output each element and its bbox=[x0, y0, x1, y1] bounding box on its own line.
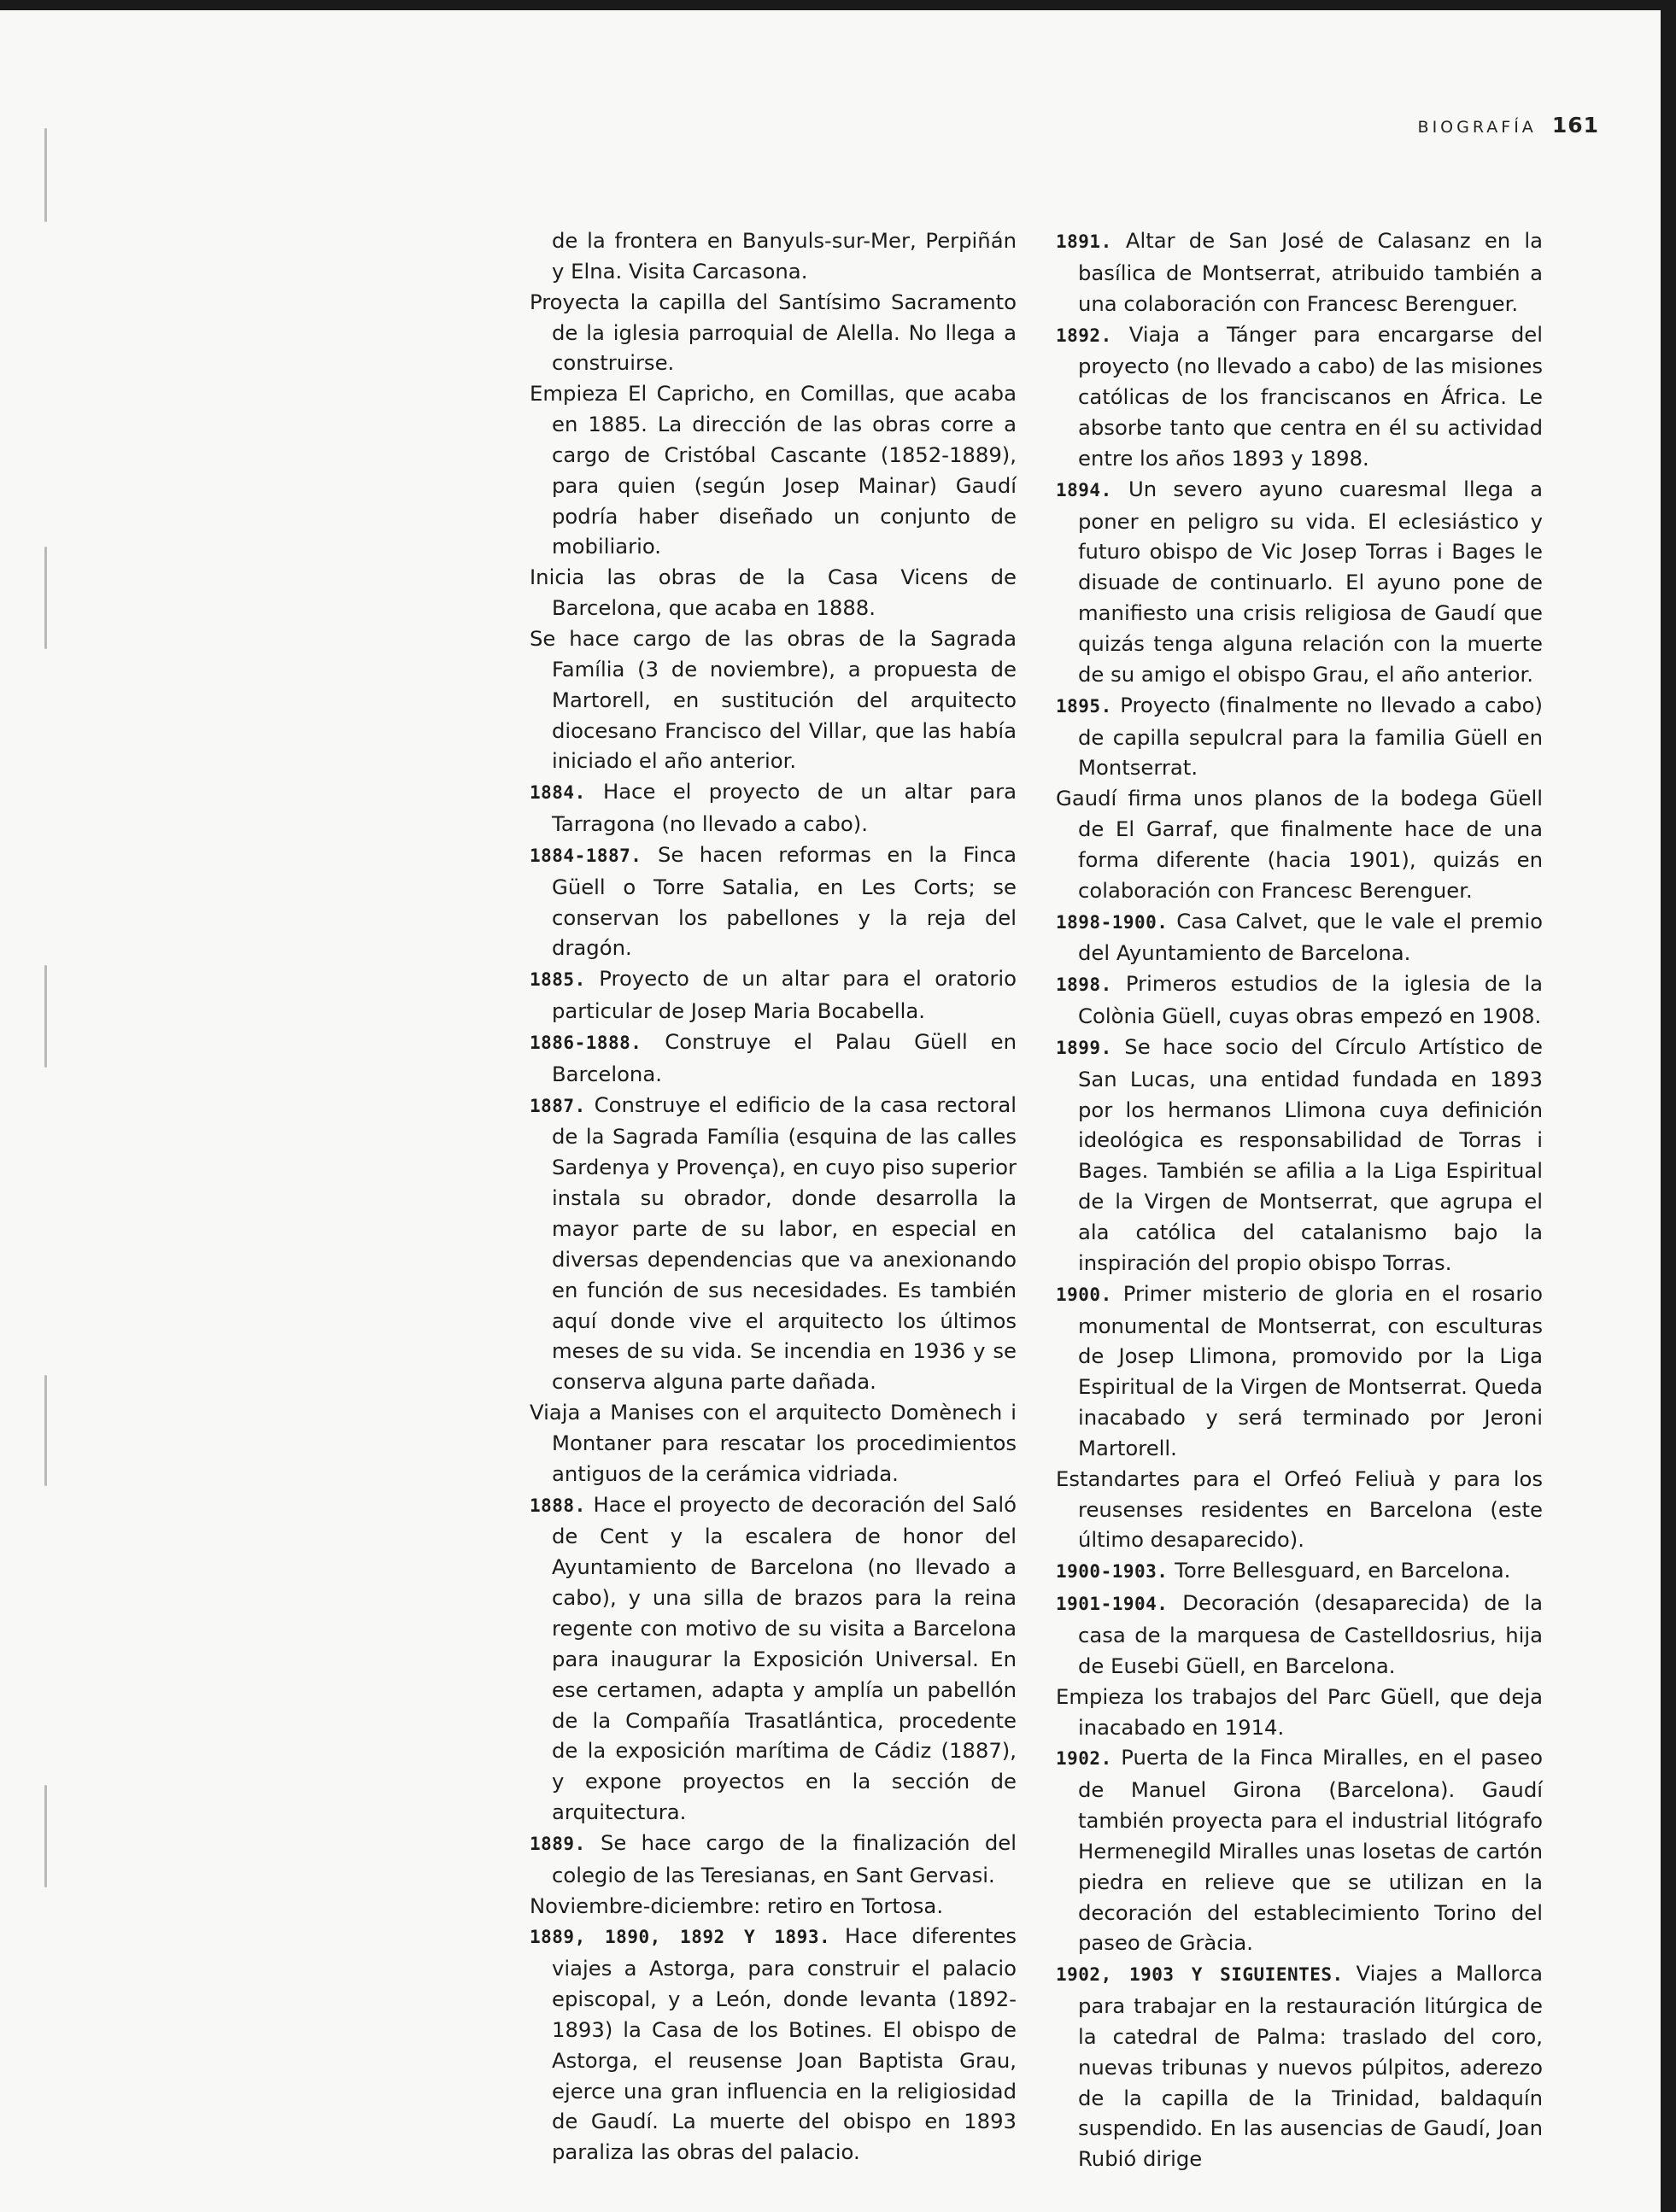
entry-text: Primer misterio de gloria en el rosario monumental de Montserrat, con esculturas de Josep Llimona, promovido por la Liga Espiritual de la Virgen de Montserrat. Queda inacabado y será terminado por Jeroni Martorell. bbox=[1078, 1280, 1543, 1460]
entry-text: Altar de San José de Calasanz en la basílica de Montserrat, atribuido también a una colaboración con Francesc Berenguer. bbox=[1078, 228, 1543, 316]
chronology-entry bbox=[1056, 474, 1543, 690]
chronology-entry bbox=[530, 1090, 1017, 1397]
entry-year: 1898. bbox=[1056, 974, 1112, 996]
binding-mark bbox=[44, 1375, 47, 1486]
chronology-entry bbox=[530, 378, 1017, 562]
binding-mark bbox=[44, 128, 47, 222]
scan-top-border bbox=[0, 0, 1676, 10]
chronology-entry bbox=[530, 1489, 1017, 1828]
chronology-entry bbox=[1056, 1279, 1543, 1464]
chronology-entry bbox=[1056, 1464, 1543, 1556]
entry-text: Empieza los trabajos del Parc Güell, que deja inacabado en 1914. bbox=[1056, 1683, 1543, 1740]
entry-year: 1888. bbox=[530, 1495, 586, 1516]
chronology-entry bbox=[1056, 968, 1543, 1032]
chronology-entry bbox=[1056, 1555, 1543, 1588]
entry-text: Proyecta la capilla del Santísimo Sacramento de la iglesia parroquial de Alella. No llega a construirse. bbox=[530, 289, 1017, 376]
entry-text: Viajes a Mallorca para trabajar en la restauración litúrgica de la catedral de Palma: traslado del coro, nuevas tribunas y nuevos púlpitos, aderezo de la capilla de la Trinidad, baldaquín suspendido. En las ausencias de Gaudí, Joan Rubió dirige bbox=[1078, 1961, 1544, 2172]
chronology-entry bbox=[530, 1921, 1017, 2168]
entry-year: 1887. bbox=[530, 1095, 586, 1116]
chronology-entry bbox=[530, 1891, 1017, 1922]
entry-text: Hace el proyecto de decoración del Saló de Cent y la escalera de honor del Ayuntamiento de Barcelona (no llevado a cabo), y una silla de brazos para la reina regente con motivo de su visita a Barcelona para inaugurar la Exposición Universal. En ese certamen, adapta y amplía un pabellón de la Compañía Trasatlántica, procedente de la exposición marítima de Cádiz (1887), y expone proyectos en la sección de arquitectura. bbox=[552, 1491, 1017, 1825]
chronology-entry bbox=[1056, 1958, 1543, 2174]
entry-year: 1884-1887. bbox=[530, 845, 642, 866]
chronology-entry bbox=[530, 1397, 1017, 1489]
entry-text: Noviembre-diciembre: retiro en Tortosa. bbox=[530, 1893, 944, 1918]
entry-year: 1901-1904. bbox=[1056, 1594, 1169, 1615]
entry-year: 1899. bbox=[1056, 1037, 1112, 1058]
entry-text: Hace diferentes viajes a Astorga, para construir el palacio episcopal, y a León, donde levanta (1892-1893) la Casa de los Botines. El obispo de Astorga, el reusense Joan Baptista Grau, ejerce una gran influencia en la religiosidad de Gaudí. La muerte del obispo en 1893 paraliza las obras del palacio. bbox=[552, 1923, 1017, 2165]
entry-year: 1900. bbox=[1056, 1284, 1112, 1305]
entry-year: 1902. bbox=[1056, 1748, 1112, 1770]
chronology-entry bbox=[1056, 1032, 1543, 1279]
entry-year: 1892. bbox=[1056, 325, 1112, 346]
chronology-entry bbox=[530, 562, 1017, 623]
entry-year: 1886-1888. bbox=[530, 1032, 642, 1053]
entry-text: Proyecto de un altar para el oratorio particular de Josep Maria Bocabella. bbox=[552, 966, 1017, 1024]
entry-text: Gaudí firma unos planos de la bodega Güell de El Garraf, que finalmente hace de una forma diferente (hacia 1901), quizás en colaboración con Francesc Berenguer. bbox=[1056, 786, 1543, 903]
binding-mark bbox=[44, 547, 47, 649]
entry-year: 1889. bbox=[530, 1833, 586, 1854]
entry-text: de la frontera en Banyuls-sur-Mer, Perpiñán y Elna. Visita Carcasona. bbox=[552, 228, 1017, 284]
chronology-entry bbox=[530, 225, 1017, 287]
entry-text: Un severo ayuno cuaresmal llega a poner en peligro su vida. El eclesiástico y futuro obispo de Vic Josep Torras i Bages le disuade de continuarlo. El ayuno pone de manifiesto una crisis religiosa de Gaudí que quizás tenga alguna relación con la muerte de su amigo el obispo Grau, el año anterior. bbox=[1078, 476, 1543, 687]
section-title: BIOGRAFÍA bbox=[1417, 118, 1537, 137]
chronology-entry bbox=[530, 840, 1017, 963]
chronology-entry bbox=[1056, 1588, 1543, 1682]
entry-text: Proyecto (finalmente no llevado a cabo) de capilla sepulcral para la familia Güell en Montserrat. bbox=[1078, 692, 1543, 781]
chronology-entry bbox=[1056, 690, 1543, 784]
chronology-entry bbox=[530, 1828, 1017, 1891]
chronology-entry bbox=[1056, 319, 1543, 474]
entry-text: Se hacen reformas en la Finca Güell o Torre Satalia, en Les Corts; se conservan los pabellones y la reja del dragón. bbox=[552, 841, 1017, 961]
chronology-entry bbox=[530, 287, 1017, 379]
chronology-entry bbox=[1056, 1742, 1543, 1958]
entry-text: Inicia las obras de la Casa Vicens de Barcelona, que acaba en 1888. bbox=[530, 565, 1017, 621]
entry-year: 1900-1903. bbox=[1056, 1561, 1169, 1583]
entry-year: 1902, 1903 Y SIGUIENTES. bbox=[1056, 1964, 1344, 1986]
entry-year: 1895. bbox=[1056, 695, 1112, 717]
entry-text: Se hace cargo de la finalización del colegio de las Teresianas, en Sant Gervasi. bbox=[552, 1829, 1017, 1887]
entry-text: Hace el proyecto de un altar para Tarragona (no llevado a cabo). bbox=[552, 779, 1017, 837]
entry-text: Se hace socio del Círculo Artístico de San Lucas, una entidad fundada en 1893 por los hermanos Llimona cuya definición ideológica es responsabilidad de Torras i Bages. También se afilia a la Liga Espiritual de la Virgen de Montserrat, que agrupa el ala católica del catalanismo bajo la inspiración del propio obispo Torras. bbox=[1078, 1033, 1544, 1275]
entry-year: 1885. bbox=[530, 969, 586, 991]
entry-text: Puerta de la Finca Miralles, en el paseo de Manuel Girona (Barcelona). Gaudí también proyecta para el industrial litógrafo Hermenegild Miralles unas losetas de cartón piedra en relieve que se utilizan en la decoración del establecimiento Torino del paseo de Gràcia. bbox=[1078, 1745, 1543, 1956]
entry-text: Construye el Palau Güell en Barcelona. bbox=[552, 1028, 1017, 1086]
entry-text: Se hace cargo de las obras de la Sagrada Família (3 de noviembre), a propuesta de Martorell, en sustitución del arquitecto diocesano Francisco del Villar, que las había iniciado el año anterior. bbox=[530, 625, 1017, 774]
chronology-entry bbox=[530, 776, 1017, 840]
entry-text: Estandartes para el Orfeó Feliuà y para los reusenses residentes en Barcelona (este último desaparecido). bbox=[1056, 1466, 1543, 1553]
entry-text: Decoración (desaparecida) de la casa de la marquesa de Castelldosrius, hija de Eusebi Güell, en Barcelona. bbox=[1078, 1590, 1543, 1678]
entry-text: Torre Bellesguard, en Barcelona. bbox=[1175, 1558, 1511, 1583]
entry-text: Viaja a Tánger para encargarse del proyecto (no llevado a cabo) de las misiones católicas de los franciscanos en África. Le absorbe tanto que centra en él su actividad entre los años 1893 y 1898. bbox=[1078, 321, 1543, 471]
entry-year: 1894. bbox=[1056, 479, 1112, 500]
scan-right-border bbox=[1661, 0, 1676, 2212]
entry-year: 1884. bbox=[530, 782, 586, 804]
entry-text: Empieza El Capricho, en Comillas, que acaba en 1885. La dirección de las obras corre a cargo de Cristóbal Cascante (1852-1889), para quien (según Josep Mainar) Gaudí podría haber diseñado un conjunto de mobiliario. bbox=[530, 381, 1017, 559]
entry-text: Casa Calvet, que le vale el premio del Ayuntamiento de Barcelona. bbox=[1078, 908, 1543, 966]
chronology-entry bbox=[530, 623, 1017, 776]
binding-mark bbox=[44, 1785, 47, 1887]
chronology-entry bbox=[1056, 783, 1543, 905]
left-text-column bbox=[530, 225, 1017, 2168]
chronology-entry bbox=[1056, 1682, 1543, 1743]
binding-mark bbox=[44, 965, 47, 1068]
entry-year: 1891. bbox=[1056, 231, 1112, 252]
entry-text: Viaja a Manises con el arquitecto Domènech i Montaner para rescatar los procedimientos antiguos de la cerámica vidriada. bbox=[530, 1400, 1017, 1486]
page-number: 161 bbox=[1551, 113, 1599, 138]
chronology-entry bbox=[530, 1027, 1017, 1090]
entry-year: 1898-1900. bbox=[1056, 911, 1169, 933]
entry-text: Primeros estudios de la iglesia de la Colònia Güell, cuyas obras empezó en 1908. bbox=[1078, 971, 1543, 1029]
chronology-entry bbox=[1056, 906, 1543, 969]
right-text-column bbox=[1056, 225, 1543, 2174]
entry-text: Construye el edificio de la casa rectoral de la Sagrada Família (esquina de las calles Sardenya y Provença), en cuyo piso superior instala su obrador, donde desarrolla la mayor parte de su labor, en especial en diversas dependencias que va anexionando en función de sus necesidades. Es también aquí donde vive el arquitecto los últimos meses de su vida. Se incendia en 1936 y se conserva alguna parte dañada. bbox=[552, 1091, 1017, 1395]
chronology-entry bbox=[1056, 225, 1543, 319]
entry-year: 1889, 1890, 1892 Y 1893. bbox=[530, 1927, 831, 1948]
running-header bbox=[1418, 113, 1599, 138]
chronology-entry bbox=[530, 963, 1017, 1027]
